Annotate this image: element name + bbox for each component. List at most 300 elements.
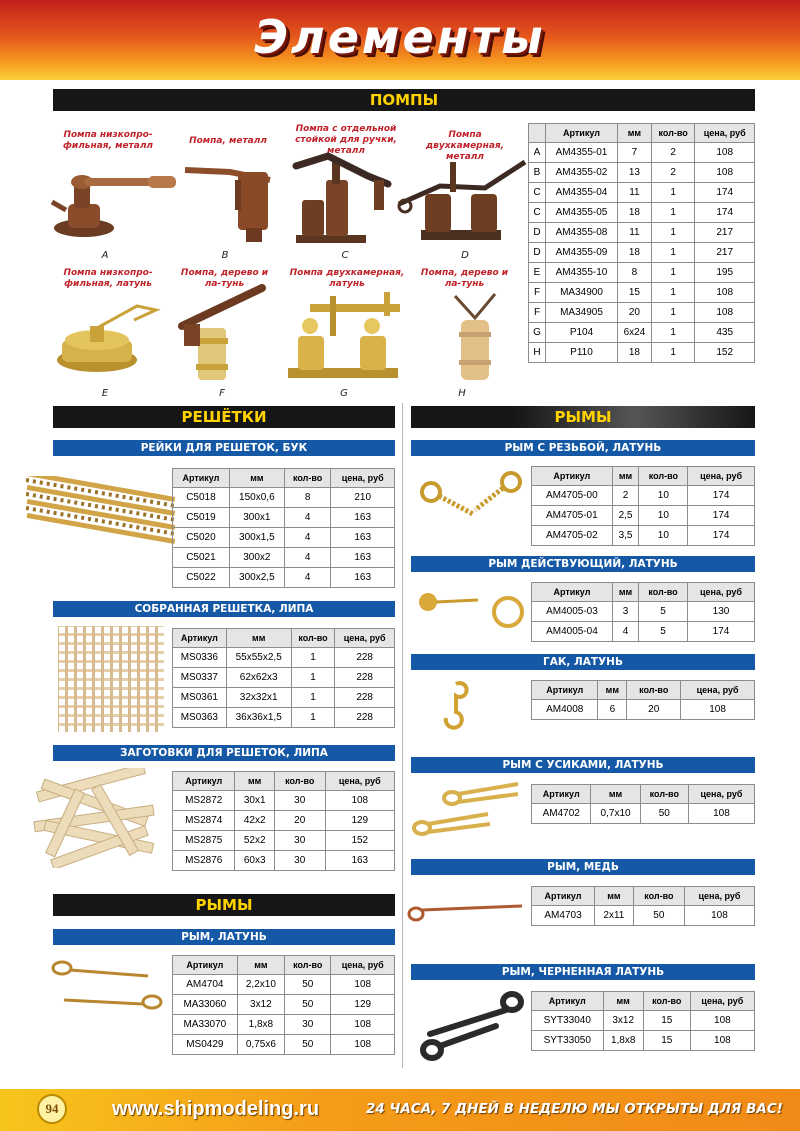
table-cell: 174 bbox=[695, 203, 755, 223]
table-cell: 2 bbox=[612, 486, 639, 506]
table-cell: 108 bbox=[331, 975, 395, 995]
table-cell: 5 bbox=[639, 622, 688, 642]
table-cell: C5019 bbox=[173, 508, 230, 528]
pump-b-image bbox=[180, 150, 290, 245]
table-row bbox=[173, 488, 395, 508]
table-cell: F bbox=[529, 283, 546, 303]
table-cell: 4 bbox=[284, 528, 330, 548]
col-header-article: Артикул bbox=[532, 992, 604, 1011]
table-cell: 1 bbox=[651, 343, 695, 363]
website-link[interactable]: www.shipmodeling.ru bbox=[112, 1098, 320, 1120]
pump-f-image bbox=[178, 284, 266, 386]
pump-c-letter: C bbox=[341, 250, 349, 261]
table-cell: 150x0,6 bbox=[229, 488, 284, 508]
pump-e-letter: E bbox=[101, 388, 109, 399]
table-row bbox=[532, 906, 755, 926]
copper-eye-table bbox=[531, 886, 755, 926]
grating-strips-image bbox=[26, 476, 176, 560]
table-cell: MS2876 bbox=[173, 851, 235, 871]
table-row bbox=[529, 243, 755, 263]
column-divider bbox=[402, 403, 403, 1068]
table-cell: 10 bbox=[639, 526, 688, 546]
col-header-qty: кол-во bbox=[633, 887, 684, 906]
table-cell: AM4702 bbox=[532, 804, 591, 824]
table-header-row bbox=[532, 992, 755, 1011]
table-cell: MS2872 bbox=[173, 791, 235, 811]
col-header-mm: мм bbox=[226, 629, 291, 648]
col-header-price: цена, руб bbox=[688, 467, 755, 486]
table-header-row bbox=[532, 467, 755, 486]
group-title-blackened-eye: РЫМ, ЧЕРНЕННАЯ ЛАТУНЬ bbox=[411, 964, 755, 980]
table-cell: 42x2 bbox=[235, 811, 274, 831]
active-eye-body bbox=[532, 602, 755, 642]
table-cell: 6x24 bbox=[617, 323, 651, 343]
table-cell: B bbox=[529, 163, 546, 183]
table-cell: 60x3 bbox=[235, 851, 274, 871]
table-cell: 163 bbox=[331, 568, 395, 588]
table-row bbox=[173, 568, 395, 588]
table-cell: 129 bbox=[331, 995, 395, 1015]
col-header-article: Артикул bbox=[173, 629, 227, 648]
header-banner bbox=[0, 0, 800, 80]
table-row bbox=[173, 508, 395, 528]
table-cell: MA33060 bbox=[173, 995, 238, 1015]
table-cell: AM4705-02 bbox=[532, 526, 613, 546]
active-eye-image bbox=[414, 584, 526, 636]
group-title-grating-blanks: ЗАГОТОВКИ ДЛЯ РЕШЕТОК, ЛИПА bbox=[53, 745, 395, 761]
col-header-qty: кол-во bbox=[285, 956, 331, 975]
table-cell: 108 bbox=[695, 303, 755, 323]
group-title-grating-strips: РЕЙКИ ДЛЯ РЕШЕТОК, БУК bbox=[53, 440, 395, 456]
table-cell: 2,5 bbox=[612, 506, 639, 526]
table-cell: MS2874 bbox=[173, 811, 235, 831]
table-cell: 108 bbox=[695, 283, 755, 303]
table-cell: AM4355-08 bbox=[546, 223, 618, 243]
table-cell: C5022 bbox=[173, 568, 230, 588]
col-header-mm: мм bbox=[235, 772, 274, 791]
col-header-price: цена, руб bbox=[335, 629, 395, 648]
split-eye-table bbox=[531, 784, 755, 824]
table-cell: 8 bbox=[617, 263, 651, 283]
table-row bbox=[532, 506, 755, 526]
table-row bbox=[173, 548, 395, 568]
table-cell: 3x12 bbox=[603, 1011, 643, 1031]
table-row bbox=[529, 283, 755, 303]
grating-blanks-table bbox=[172, 771, 395, 871]
blackened-eye-table bbox=[531, 991, 755, 1051]
table-cell: 300x1 bbox=[229, 508, 284, 528]
pump-f-caption: Помпа, дерево и ла-тунь bbox=[180, 268, 269, 289]
table-header-row bbox=[529, 124, 755, 143]
group-title-split-eye: РЫМ С УСИКАМИ, ЛАТУНЬ bbox=[411, 757, 755, 773]
table-header-row bbox=[173, 469, 395, 488]
pump-g-caption: Помпа двухкамерная, латунь bbox=[289, 268, 405, 289]
table-cell: 228 bbox=[335, 708, 395, 728]
table-row bbox=[532, 526, 755, 546]
table-cell: 11 bbox=[617, 223, 651, 243]
brass-eye-table bbox=[172, 955, 395, 1055]
table-cell: 62x62x3 bbox=[226, 668, 291, 688]
table-cell: 1 bbox=[651, 223, 695, 243]
col-header-article: Артикул bbox=[173, 772, 235, 791]
table-row bbox=[173, 851, 395, 871]
pump-h-letter: H bbox=[458, 388, 466, 399]
group-title-active-eye: РЫМ ДЕЙСТВУЮЩИЙ, ЛАТУНЬ bbox=[411, 556, 755, 572]
table-cell: 210 bbox=[331, 488, 395, 508]
footer-slogan: 24 ЧАСА, 7 ДНЕЙ В НЕДЕЛЮ МЫ ОТКРЫТЫ ДЛЯ ВАС! bbox=[366, 1101, 783, 1117]
table-cell: 300x2,5 bbox=[229, 568, 284, 588]
table-cell: 108 bbox=[681, 700, 755, 720]
table-cell: 4 bbox=[284, 568, 330, 588]
table-row bbox=[173, 668, 395, 688]
table-cell: 10 bbox=[639, 486, 688, 506]
table-cell: 174 bbox=[695, 183, 755, 203]
table-cell: MS0337 bbox=[173, 668, 227, 688]
col-header-price: цена, руб bbox=[681, 681, 755, 700]
table-cell: 20 bbox=[617, 303, 651, 323]
col-header-qty: кол-во bbox=[640, 785, 688, 804]
table-row bbox=[529, 143, 755, 163]
table-header-row bbox=[532, 785, 755, 804]
table-cell: 108 bbox=[690, 1011, 754, 1031]
table-cell: AM4703 bbox=[532, 906, 595, 926]
table-cell: 152 bbox=[695, 343, 755, 363]
col-header-qty: кол-во bbox=[291, 629, 335, 648]
table-cell: 108 bbox=[331, 1015, 395, 1035]
table-cell: 10 bbox=[639, 506, 688, 526]
table-cell: 18 bbox=[617, 203, 651, 223]
table-cell: C bbox=[529, 203, 546, 223]
table-cell: 217 bbox=[695, 223, 755, 243]
table-row bbox=[532, 700, 755, 720]
pump-a-image bbox=[44, 158, 179, 240]
table-cell: 36x36x1,5 bbox=[226, 708, 291, 728]
col-header-mm: мм bbox=[612, 467, 639, 486]
threaded-eye-image bbox=[413, 462, 528, 537]
active-eye-table bbox=[531, 582, 755, 642]
section-bar-eyes-left: РЫМЫ bbox=[53, 894, 395, 916]
table-cell: 108 bbox=[331, 1035, 395, 1055]
table-row bbox=[173, 1035, 395, 1055]
table-cell: 1 bbox=[291, 648, 335, 668]
table-cell: 174 bbox=[688, 526, 755, 546]
table-cell: 1 bbox=[291, 708, 335, 728]
table-cell: 3 bbox=[612, 602, 638, 622]
pumps-table-body bbox=[529, 143, 755, 363]
table-cell: 50 bbox=[633, 906, 684, 926]
table-cell: 2 bbox=[651, 143, 695, 163]
table-cell: MS0336 bbox=[173, 648, 227, 668]
col-header-article: Артикул bbox=[546, 124, 618, 143]
pump-g-letter: G bbox=[340, 388, 348, 399]
hook-body bbox=[532, 700, 755, 720]
table-cell: 1 bbox=[651, 303, 695, 323]
table-cell: 217 bbox=[695, 243, 755, 263]
table-cell: 1 bbox=[651, 283, 695, 303]
pump-e-image bbox=[52, 298, 164, 380]
table-cell: 50 bbox=[640, 804, 688, 824]
pump-c-image bbox=[288, 150, 398, 245]
table-cell: MA34905 bbox=[546, 303, 618, 323]
table-cell: 1 bbox=[651, 243, 695, 263]
assembled-grating-body bbox=[173, 648, 395, 728]
table-cell: 1 bbox=[651, 203, 695, 223]
table-header-row bbox=[173, 956, 395, 975]
pump-h-image bbox=[445, 290, 505, 386]
table-cell: 174 bbox=[687, 622, 754, 642]
table-cell: 300x2 bbox=[229, 548, 284, 568]
col-header-article: Артикул bbox=[173, 956, 238, 975]
table-cell: P110 bbox=[546, 343, 618, 363]
table-cell: 4 bbox=[284, 548, 330, 568]
table-cell: 1,8x8 bbox=[237, 1015, 284, 1035]
table-cell: 18 bbox=[617, 343, 651, 363]
table-cell: 5 bbox=[639, 602, 688, 622]
table-cell: 52x2 bbox=[235, 831, 274, 851]
table-cell: 3x12 bbox=[237, 995, 284, 1015]
table-cell: 50 bbox=[285, 995, 331, 1015]
table-cell: 13 bbox=[617, 163, 651, 183]
copper-eye-image bbox=[406, 896, 528, 926]
table-cell: 163 bbox=[331, 528, 395, 548]
grating-blanks-body bbox=[173, 791, 395, 871]
threaded-eye-body bbox=[532, 486, 755, 546]
table-cell: 3,5 bbox=[612, 526, 639, 546]
pump-g-image bbox=[270, 286, 410, 386]
pump-f-letter: F bbox=[219, 388, 225, 399]
table-cell: D bbox=[529, 223, 546, 243]
col-header-price: цена, руб bbox=[331, 469, 395, 488]
table-row bbox=[173, 811, 395, 831]
table-row bbox=[532, 486, 755, 506]
table-cell: 108 bbox=[684, 906, 754, 926]
table-cell: 50 bbox=[285, 1035, 331, 1055]
table-cell: 1 bbox=[651, 323, 695, 343]
hook-table bbox=[531, 680, 755, 720]
col-header-price: цена, руб bbox=[687, 583, 754, 602]
col-header-qty: кол-во bbox=[284, 469, 330, 488]
table-cell: 30 bbox=[274, 851, 325, 871]
assembled-grating-image bbox=[56, 624, 166, 734]
table-cell: MS2875 bbox=[173, 831, 235, 851]
table-cell: 108 bbox=[688, 804, 754, 824]
col-header-mm: мм bbox=[237, 956, 284, 975]
pump-a-letter: A bbox=[101, 250, 109, 261]
table-header-row bbox=[173, 629, 395, 648]
table-row bbox=[173, 791, 395, 811]
table-header-row bbox=[532, 583, 755, 602]
table-row bbox=[532, 1031, 755, 1051]
col-header-mm: мм bbox=[598, 681, 627, 700]
col-header-article: Артикул bbox=[173, 469, 230, 488]
table-row bbox=[529, 323, 755, 343]
table-cell: 50 bbox=[285, 975, 331, 995]
table-cell: 2x11 bbox=[595, 906, 634, 926]
copper-eye-body bbox=[532, 906, 755, 926]
table-cell: AM4355-02 bbox=[546, 163, 618, 183]
table-cell: MS0361 bbox=[173, 688, 227, 708]
col-header-article: Артикул bbox=[532, 681, 598, 700]
table-cell: A bbox=[529, 143, 546, 163]
brass-eye-image bbox=[48, 958, 166, 1020]
table-cell: MS0363 bbox=[173, 708, 227, 728]
table-cell: 129 bbox=[325, 811, 394, 831]
table-cell: AM4355-04 bbox=[546, 183, 618, 203]
col-header-qty: кол-во bbox=[643, 992, 690, 1011]
table-cell: AM4355-05 bbox=[546, 203, 618, 223]
table-cell: 163 bbox=[331, 508, 395, 528]
table-cell: 7 bbox=[617, 143, 651, 163]
table-cell: 6 bbox=[598, 700, 627, 720]
table-cell: 1,8x8 bbox=[603, 1031, 643, 1051]
pump-h-caption: Помпа, дерево и ла-тунь bbox=[420, 268, 509, 289]
table-row bbox=[173, 1015, 395, 1035]
pump-d-image bbox=[395, 142, 530, 247]
col-header-mm: мм bbox=[591, 785, 640, 804]
col-header-mm: мм bbox=[229, 469, 284, 488]
table-cell: 20 bbox=[274, 811, 325, 831]
col-header-mm: мм bbox=[617, 124, 651, 143]
table-cell: AM4005-03 bbox=[532, 602, 613, 622]
table-row bbox=[173, 995, 395, 1015]
group-title-copper-eye: РЫМ, МЕДЬ bbox=[411, 859, 755, 875]
table-cell: 435 bbox=[695, 323, 755, 343]
table-cell: P104 bbox=[546, 323, 618, 343]
table-cell: 20 bbox=[627, 700, 681, 720]
table-row bbox=[173, 528, 395, 548]
table-cell: AM4355-10 bbox=[546, 263, 618, 283]
threaded-eye-table bbox=[531, 466, 755, 546]
col-header-mm: мм bbox=[612, 583, 638, 602]
table-row bbox=[532, 602, 755, 622]
table-cell: 4 bbox=[612, 622, 638, 642]
table-cell: 1 bbox=[291, 688, 335, 708]
col-header-article: Артикул bbox=[532, 583, 613, 602]
table-cell: AM4705-01 bbox=[532, 506, 613, 526]
table-cell: 108 bbox=[690, 1031, 754, 1051]
table-row bbox=[173, 831, 395, 851]
col-header-article: Артикул bbox=[532, 467, 613, 486]
pump-e-caption: Помпа низкопро-фильная, латунь bbox=[63, 268, 153, 289]
col-header-price: цена, руб bbox=[684, 887, 754, 906]
table-cell: 4 bbox=[284, 508, 330, 528]
table-row bbox=[173, 708, 395, 728]
table-cell: 15 bbox=[617, 283, 651, 303]
col-header-price: цена, руб bbox=[325, 772, 394, 791]
table-cell: AM4355-09 bbox=[546, 243, 618, 263]
table-cell: SYT33050 bbox=[532, 1031, 604, 1051]
table-row bbox=[173, 648, 395, 668]
grating-blanks-image bbox=[30, 768, 166, 868]
col-header-price: цена, руб bbox=[695, 124, 755, 143]
group-title-threaded-eye: РЫМ С РЕЗЬБОЙ, ЛАТУНЬ bbox=[411, 440, 755, 456]
table-cell: 108 bbox=[695, 163, 755, 183]
table-cell: 152 bbox=[325, 831, 394, 851]
table-cell: 32x32x1 bbox=[226, 688, 291, 708]
table-cell: C5021 bbox=[173, 548, 230, 568]
table-cell: C5018 bbox=[173, 488, 230, 508]
grating-strips-table bbox=[172, 468, 395, 588]
table-cell: E bbox=[529, 263, 546, 283]
table-cell: AM4704 bbox=[173, 975, 238, 995]
section-bar-pumps: ПОМПЫ bbox=[53, 89, 755, 111]
group-title-hook: ГАК, ЛАТУНЬ bbox=[411, 654, 755, 670]
table-cell: 30x1 bbox=[235, 791, 274, 811]
table-cell: 130 bbox=[687, 602, 754, 622]
table-cell: G bbox=[529, 323, 546, 343]
table-cell: H bbox=[529, 343, 546, 363]
table-row bbox=[532, 622, 755, 642]
col-header-article: Артикул bbox=[532, 887, 595, 906]
blackened-eye-image bbox=[410, 988, 528, 1066]
table-cell: 55x55x2,5 bbox=[226, 648, 291, 668]
table-cell: 228 bbox=[335, 648, 395, 668]
table-cell: AM4355-01 bbox=[546, 143, 618, 163]
table-cell: 108 bbox=[325, 791, 394, 811]
table-header-row bbox=[532, 681, 755, 700]
table-cell: 300x1,5 bbox=[229, 528, 284, 548]
table-cell: 8 bbox=[284, 488, 330, 508]
table-cell: 0,75x6 bbox=[237, 1035, 284, 1055]
assembled-grating-table bbox=[172, 628, 395, 728]
table-row bbox=[529, 203, 755, 223]
table-cell: AM4705-00 bbox=[532, 486, 613, 506]
table-cell: 163 bbox=[331, 548, 395, 568]
group-title-assembled-grating: СОБРАННАЯ РЕШЕТКА, ЛИПА bbox=[53, 601, 395, 617]
grating-strips-body bbox=[173, 488, 395, 588]
table-cell: 163 bbox=[325, 851, 394, 871]
section-bar-gratings: РЕШЁТКИ bbox=[53, 406, 395, 428]
table-cell: 30 bbox=[274, 791, 325, 811]
page-number: 94 bbox=[37, 1094, 67, 1124]
table-cell: 15 bbox=[643, 1011, 690, 1031]
col-header-mm: мм bbox=[595, 887, 634, 906]
table-header-row bbox=[532, 887, 755, 906]
pumps-table bbox=[528, 123, 755, 363]
table-cell: 174 bbox=[688, 486, 755, 506]
table-cell: 228 bbox=[335, 688, 395, 708]
col-header-price: цена, руб bbox=[688, 785, 754, 804]
col-header-mm: мм bbox=[603, 992, 643, 1011]
pump-a-caption: Помпа низкопро-фильная, металл bbox=[62, 130, 154, 151]
table-cell: 30 bbox=[285, 1015, 331, 1035]
col-header-price: цена, руб bbox=[690, 992, 754, 1011]
col-header-qty: кол-во bbox=[639, 467, 688, 486]
table-cell: AM4008 bbox=[532, 700, 598, 720]
table-cell: 2 bbox=[651, 163, 695, 183]
table-row bbox=[173, 688, 395, 708]
split-eye-body bbox=[532, 804, 755, 824]
table-row bbox=[529, 303, 755, 323]
pump-b-letter: B bbox=[221, 250, 229, 261]
table-cell: 1 bbox=[651, 263, 695, 283]
table-cell: MA34900 bbox=[546, 283, 618, 303]
table-cell: F bbox=[529, 303, 546, 323]
table-cell: 30 bbox=[274, 831, 325, 851]
table-cell: 228 bbox=[335, 668, 395, 688]
section-bar-eyes-right: РЫМЫ bbox=[411, 406, 755, 428]
table-row bbox=[529, 223, 755, 243]
col-header-article: Артикул bbox=[532, 785, 591, 804]
table-cell: 2,2x10 bbox=[237, 975, 284, 995]
pump-b-caption: Помпа, металл bbox=[189, 136, 267, 146]
table-cell: C bbox=[529, 183, 546, 203]
split-eye-image bbox=[408, 778, 526, 842]
col-header-price: цена, руб bbox=[331, 956, 395, 975]
table-cell: 0,7x10 bbox=[591, 804, 640, 824]
table-header-row bbox=[173, 772, 395, 791]
pump-d-letter: D bbox=[461, 250, 469, 261]
